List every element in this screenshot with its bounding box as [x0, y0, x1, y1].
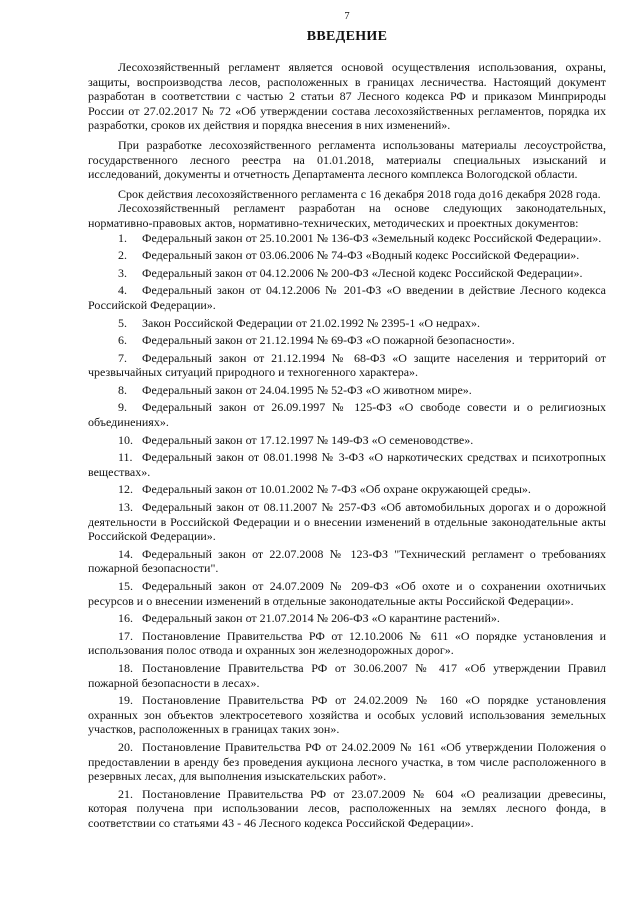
item-number: 2. — [118, 248, 127, 263]
item-number: 1. — [118, 230, 127, 245]
legal-document-item — [88, 740, 606, 784]
item-text: Постановление Правительства РФ от 24.02.2009 № 161 «Об утверждении Положения о предоставлении в аренду без проведения аукциона лесного участка, в том числе расположенного в резервных лесах, для выполнения изыскательских работ». — [88, 739, 606, 784]
basis-paragraph: Лесохозяйственный регламент разработан на основе следующих законодательных, нормативно-правовых актов, нормативно-технических, методических и проектных документов: — [88, 201, 606, 230]
item-text: Федеральный закон от 21.12.1994 № 68-ФЗ «О защите населения и территорий от чрезвычайных ситуаций природного и техногенного характера». — [88, 350, 606, 380]
legal-document-item — [88, 283, 606, 312]
item-number: 13. — [118, 500, 133, 515]
item-text: Федеральный закон от 24.04.1995 № 52-ФЗ «О животном мире». — [142, 382, 472, 397]
legal-document-item — [88, 579, 606, 608]
legal-document-item — [88, 333, 606, 348]
legal-document-item — [88, 629, 606, 658]
legal-document-item — [88, 248, 606, 263]
legal-document-item — [88, 482, 606, 497]
legal-document-item — [88, 500, 606, 544]
item-number: 8. — [118, 382, 127, 397]
legal-document-item — [88, 383, 606, 398]
document-page — [88, 10, 606, 834]
item-text: Федеральный закон от 22.07.2008 № 123-ФЗ "Технический регламент о требованиях пожарной безопасности". — [88, 546, 606, 576]
item-text: Постановление Правительства РФ от 24.02.2009 № 160 «О порядке установления охранных зон объектов электросетевого хозяйства и особых условий использования земельных участков, расположенных в границах таких зон». — [88, 693, 606, 737]
item-text: Постановление Правительства РФ от 30.06.2007 № 417 «Об утверждении Правил пожарной безопасности в лесах». — [88, 660, 606, 690]
validity-paragraph: Срок действия лесохозяйственного регламента с 16 декабря 2018 года до16 декабря 2028 года. — [118, 186, 601, 201]
item-text: Федеральный закон от 04.12.2006 № 201-ФЗ «О введении в действие Лесного кодекса Российской Федерации». — [88, 283, 606, 312]
legal-documents-list — [88, 231, 606, 831]
item-text: Федеральный закон от 24.07.2009 № 209-ФЗ «Об охоте и о сохранении охотничьих ресурсов и о внесении изменений в отдельные законодательные акты Российской Федерации». — [88, 579, 606, 608]
item-number: 15. — [118, 579, 133, 593]
item-text: Федеральный закон от 03.06.2006 № 74-ФЗ «Водный кодекс Российской Федерации». — [142, 248, 580, 263]
item-number: 3. — [118, 265, 127, 280]
item-number: 11. — [118, 450, 133, 465]
item-number: 20. — [118, 739, 133, 754]
legal-document-item — [88, 693, 606, 737]
item-text: Закон Российской Федерации от 21.02.1992 № 2395-1 «О недрах». — [142, 315, 481, 330]
legal-document-item — [88, 787, 606, 831]
item-number: 14. — [118, 546, 133, 561]
legal-document-item — [88, 316, 606, 331]
item-number: 21. — [118, 786, 133, 801]
item-text: Федеральный закон от 08.01.1998 № 3-ФЗ «О наркотических средствах и психотропных веществах». — [88, 450, 606, 479]
legal-document-item — [88, 661, 606, 690]
item-text: Федеральный закон от 08.11.2007 № 257-ФЗ «Об автомобильных дорогах и о дорожной деятельности в Российской Федерации и о внесении изменений в отдельные законодательные акты Российской Федерации». — [88, 500, 606, 544]
item-text: Федеральный закон от 17.12.1997 № 149-ФЗ «О семеноводстве». — [142, 432, 474, 447]
item-number: 12. — [118, 482, 133, 497]
item-text: Федеральный закон от 21.07.2014 № 206-ФЗ «О карантине растений». — [142, 611, 500, 626]
item-number: 9. — [118, 400, 127, 415]
legal-document-item — [88, 547, 606, 576]
item-number: 10. — [118, 432, 133, 447]
item-number: 17. — [118, 628, 133, 643]
item-text: Федеральный закон от 21.12.1994 № 69-ФЗ «О пожарной безопасности». — [142, 333, 515, 348]
legal-document-item — [88, 266, 606, 281]
legal-document-item — [88, 611, 606, 626]
item-number: 19. — [118, 693, 133, 708]
item-number: 4. — [118, 283, 127, 298]
intro-paragraph: Лесохозяйственный регламент является основой осуществления использования, охраны, защиты, воспроизводства лесов, расположенных в границах лесничества. Настоящий документ разработан в соответствии с частью 2 статьи 87 Лесного кодекса РФ и приказом Минприроды России от 27.02.2017 № 72 «Об утверждении состава лесохозяйственных регламентов, порядка их разработки, сроков их действия и порядка внесения в них изменений». — [88, 60, 606, 133]
item-text: Федеральный закон от 25.10.2001 № 136-ФЗ «Земельный кодекс Российской Федерации». — [142, 230, 602, 245]
page-number: 7 — [344, 11, 350, 22]
materials-paragraph: При разработке лесохозяйственного регламента использованы материалы лесоустройства, государственного лесного реестра на 01.01.2018, материалы специальных изысканий и исследований, документы и отчетность Департамента лесного комплекса Вологодской области. — [88, 137, 606, 182]
item-number: 6. — [118, 333, 127, 348]
legal-document-item — [88, 231, 606, 246]
item-text: Постановление Правительства РФ от 23.07.2009 № 604 «О реализации древесины, которая получена при использовании лесов, расположенных на землях лесного фонда, в соответствии со статьями 43 - 46 Лесного кодекса Российской Федерации». — [88, 786, 606, 830]
item-number: 5. — [118, 315, 127, 330]
legal-document-item — [88, 351, 606, 380]
section-heading: ВВЕДЕНИЕ — [306, 29, 388, 44]
item-text: Федеральный закон от 26.09.1997 № 125-ФЗ «О свободе совести и о религиозных объединениях». — [88, 400, 606, 430]
item-number: 18. — [118, 660, 133, 675]
legal-document-item — [88, 400, 606, 429]
item-text: Федеральный закон от 04.12.2006 № 200-ФЗ «Лесной кодекс Российской Федерации». — [142, 265, 583, 280]
item-number: 16. — [118, 611, 133, 626]
item-number: 7. — [118, 350, 127, 365]
item-text: Постановление Правительства РФ от 12.10.2006 № 611 «О порядке установления и использования полос отвода и охранных зон железнодорожных дорог». — [88, 628, 606, 658]
item-text: Федеральный закон от 10.01.2002 № 7-ФЗ «Об охране окружающей среды». — [142, 482, 531, 497]
legal-document-item — [88, 450, 606, 479]
legal-document-item — [88, 433, 606, 448]
